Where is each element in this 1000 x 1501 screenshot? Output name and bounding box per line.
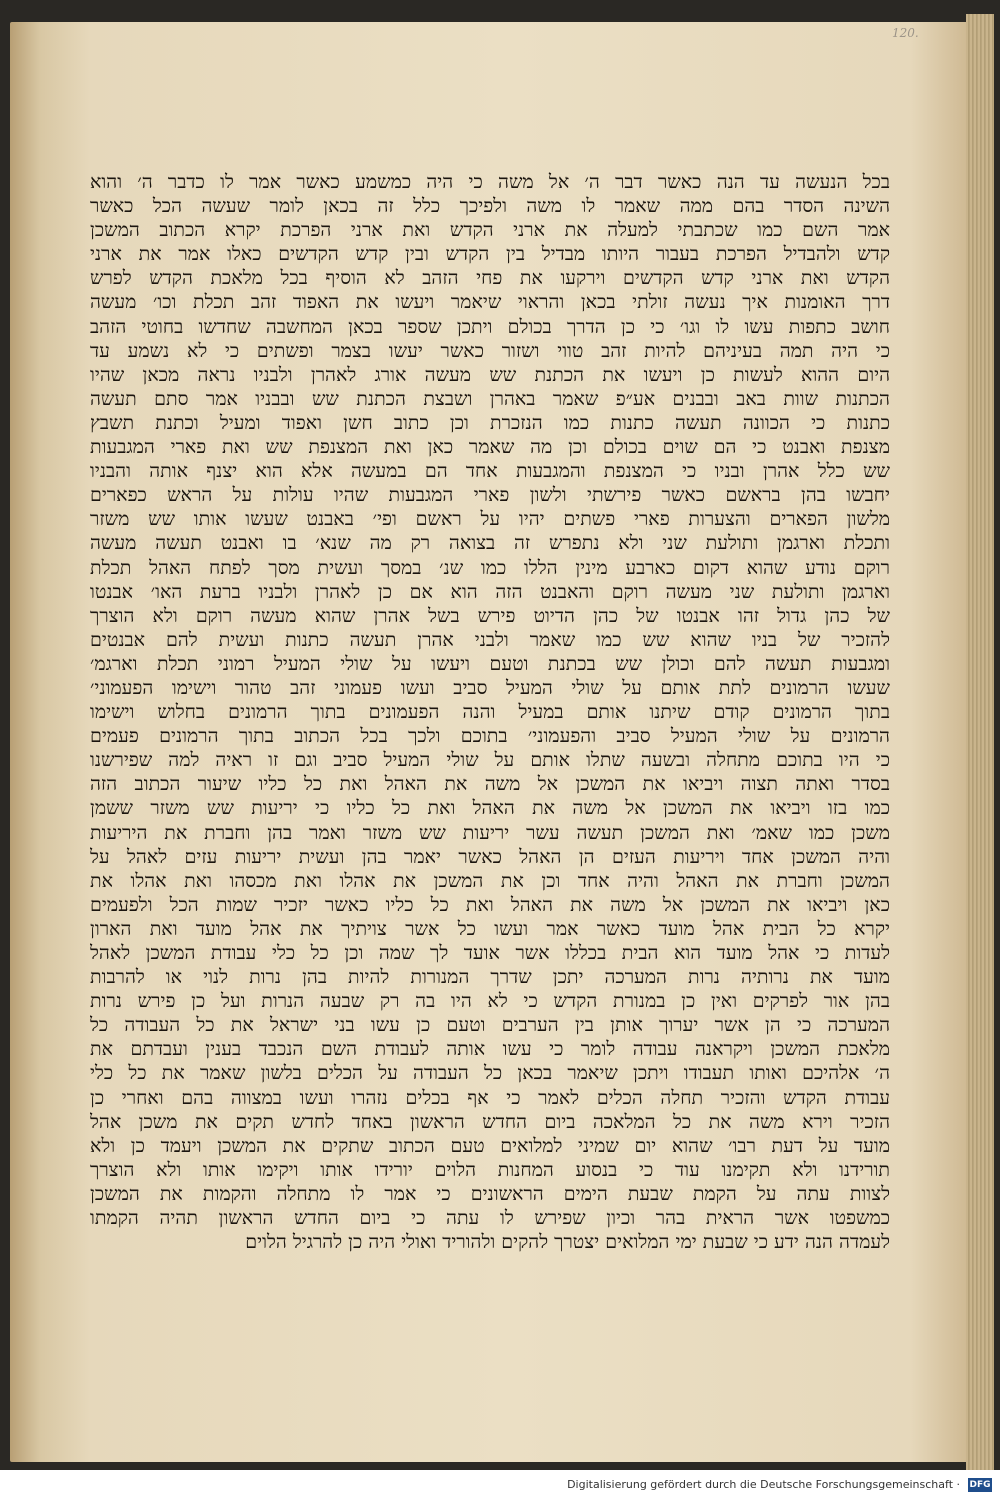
text-line: של כהן גדול זהו אבנטו של כהן הדיוט פירש בשל אהרן שהוא מעשה רוקם ולא הוצרך <box>90 604 890 627</box>
text-line: שעשו הרמונים לתת אותם על שולי המעיל סביב ועשו פעמוני זהב טהור וישימו הפעמוני׳ <box>90 676 890 699</box>
text-line: מועד על דעת רבו׳ שהוא יום שמיני למלואים טעם הכתוב שתקים את המשכן ויעמד כן ולא <box>90 1134 890 1157</box>
page-edges <box>966 14 994 1470</box>
text-line: הקדש ואת ארני קדש הקדשים וירקעו את פחי הזהב לא הוסיף בכל מלאכת הקדש לפרש <box>90 267 890 290</box>
text-line: להזכיר של בניו שהוא שש כמו שאמר ולבני אהרן תעשה כתנות ועשית להם אבנטים <box>90 628 890 651</box>
text-line: רוקם נודע שהוא דקום כארבע מינין הללו כמו שנ׳ במסך ועשית מסך לפתח האהל תכלת <box>90 556 890 579</box>
footer-credit: Digitalisierung gefördert durch die Deutsche Forschungsgemeinschaft · <box>567 1478 960 1491</box>
text-line: היום ההוא לעשות כן ויעשו את הכתנת שש מעשה אורג לאהרן ולבניו נראה מכאן שהיו <box>90 363 890 386</box>
text-line: הזכיר וירא משה את כל המלאכה ביום החדש הראשון באחד לחדש תקים את משכן אהל <box>90 1110 890 1133</box>
text-line: הרמונים על שולי המעיל סביב והפעמוני׳ בתוכם ולכך בכל הכתוב בתוך הרמונים פעמים <box>90 725 890 748</box>
text-line: יקרא כל הבית אהל מועד כאשר אמר ועשו כל אשר צויתיך את אהל מועד ואת הארון <box>90 917 890 940</box>
folio-number: 120. <box>892 26 919 40</box>
text-line: בתוך הרמונים קודם שיתנו אותם במעיל והנה הפעמונים בתוך הרמונים בחלוש וישימו <box>90 701 890 724</box>
text-line: המערכה כי הן אשר יערוך אותן בין הערבים וטעם כן עשו בני ישראל את כל העבודה כל <box>90 1014 890 1037</box>
text-line: בהן אור לפרקים ואין כן במנורת הקדש כי לא היו בה רק שבעה הנרות ועל כן פירש נרות <box>90 990 890 1013</box>
text-line: השינה הסדר בהם ממה שאמר לו משה ולפיכך כלל זה בכאן לומר שעשה הכל כאשר <box>90 195 890 218</box>
footer-bar <box>0 1470 1000 1501</box>
text-line: בסדר ואתה תצוה ויביאו את המשכן אל משה את האהל ואת כל כליו שיעור הכתוב הזה <box>90 773 890 796</box>
text-line: והיה המשכן אחד ויריעות העזים הן האהל כאשר יאמר בהן ועשית יריעות עזים לאהל על <box>90 845 890 868</box>
text-line: כמשפטו אשר הראית בהר וכיון שפירש לו עתה כי ביום החדש הראשון תהיה הקמתו <box>90 1207 890 1230</box>
text-line: כמו בזו ויביאו את המשכן אל משה את האהל ואת כל כליו כי יריעות שש משזר ששמן <box>90 797 890 820</box>
text-line: ה׳ אלהיכם ואותו תעבודו ויתכן שיאמר בכאן כל העבודה על הכלים בלשון שאמר את כל כלי <box>90 1062 890 1085</box>
text-line: בכל הנעשה עד הנה כאשר דבר ה׳ אל משה כי היה כמשמע כאשר אמר לו כדבר ה׳ והוא <box>90 171 890 193</box>
text-line: ותכלת וארגמן ותולעת שני ולא נתפרש זה בצואה רק מה שנא׳ בו ואבנט תעשה מעשה <box>90 532 890 555</box>
text-line: עבודת הקדש והזכיר תחלה הכלים לאמר כי אף בכלים נזהרו ועשו במצווה בהם ואחרי כן <box>90 1086 890 1109</box>
text-line: וארגמן ותולעת שני מעשה רוקם והאבנט הזה הוא אם כן לאהרן ולבניו ברעת האו׳ אבנטו <box>90 580 890 603</box>
text-line: אמר השם כמו שכתבתי למעלה את ארני הקדש ואת ארני הפרכת יקרא הכתוב המשכן <box>90 219 890 242</box>
text-line: שש כלל אהרן ובניו כי המצנפת והמגבעות אחד הם במעשה אלא הוא יצנף אותה והבניו <box>90 460 890 483</box>
text-line: ומגבעות תעשה להם וכולן שש בכתנת וטעם ויעשו על שולי המעיל רמוני תכלת וארגמ׳ <box>90 652 890 675</box>
text-line: מלשון הפארים והצערות פארי פשתים יהיו על ראשם ופי׳ באבנט שעשו אותו שש משזר <box>90 508 890 531</box>
text-line: דרך האומנות איך נעשה זולתי בכאן והראוי שיאמר ויעשו את האפוד זהב תכלת וכו׳ מעשה <box>90 291 890 314</box>
text-line: מלאכת המשכן ויקראנה עבודה לומר כי עשו אותה לעבודת השם הנכבד בענין ועבדתם את <box>90 1038 890 1061</box>
text-line: לעמדה הנה ידע כי שבעת ימי המלואים יצטרך להקים ולהוריד ואולי היה כן להרגיל הלוים <box>245 1231 890 1254</box>
text-line: יחבשו בהן בראשם כאשר פירשתי ולשון פארי המגבעות שהיו עולות על הראש כפארים <box>90 484 890 507</box>
text-line: כי היה תמה בעיניהם להיות זהב טווי ושזור כאשר יעשו בצמר ופשתים כי לא נשמע עד <box>90 339 890 362</box>
text-line: המשכן וחברת את האהל והיה אחד וכן את המשכן את אהלו ואת מכסהו ואת אהלו את <box>90 869 890 892</box>
text-line: משכן כמו שאמ׳ ואת המשכן תעשה עשר יריעות שש משזר ואמר בהן וחברת את היריעות <box>90 821 890 844</box>
text-line: כאן ויביאו את המשכן אל משה את האהל ואת כל כליו כאשר יזכיר שמות הכל ולפעמים <box>90 893 890 916</box>
text-line: כתנות כי הכוונה תעשה כתנות כמו הנזכרת וכן כתוב חשן ואפוד ומעיל וכתנת תשבץ <box>90 411 890 434</box>
text-line: מועד את נרותיה נרות המערכה יתכן שדרך המנורות להיות בהן נרות לנוי או להרבות <box>90 966 890 989</box>
text-line: מצנפת ואבנט כי הם שוים בכולם וכן מה שאמר כאן ואת המצנפת שש ואת פארי המגבעות <box>90 436 890 459</box>
text-line: חושב כתפות עשו לו וגו׳ כי כן הדרך בכולם ויתכן שספר בכאן המחשבה שחדשו בחוטי הזהב <box>90 315 890 338</box>
text-line: לצוות עתה על הקמת שבעת הימים הראשונים כי אמר לו מתחלה והקמות את המשכן <box>90 1182 890 1205</box>
text-line: תורידנו ולא תקימנו עוד כי בנסוע המחנות הלוים יורידו אותו ויקימו אותו ולא הוצרך <box>90 1158 890 1181</box>
text-line: כי היו בתוכם מתחלה ובשעה שתלו אותם על שולי המעיל סביב וגם זו ראיה למה שפירשנו <box>90 749 890 772</box>
text-block <box>90 170 890 1254</box>
text-line: לעדות כי אהל מועד הוא הבית בכללו אשר אועד לך שמה וכן כל כלי עבודת המשכן לאהל <box>90 942 890 964</box>
text-line: קדש ולהבדיל הפרכת בעבור היותו מבדיל בין הקדש ובין קדש הקדשים כאלו אמר את ארני <box>90 243 890 266</box>
text-line: הכתנות שוות באב ובבנים אע״פ שאמר באהרן ושבצת הכתנת שש ובבניו אמר סתם תעשה <box>90 387 890 410</box>
dfg-logo: DFG <box>969 1480 991 1490</box>
